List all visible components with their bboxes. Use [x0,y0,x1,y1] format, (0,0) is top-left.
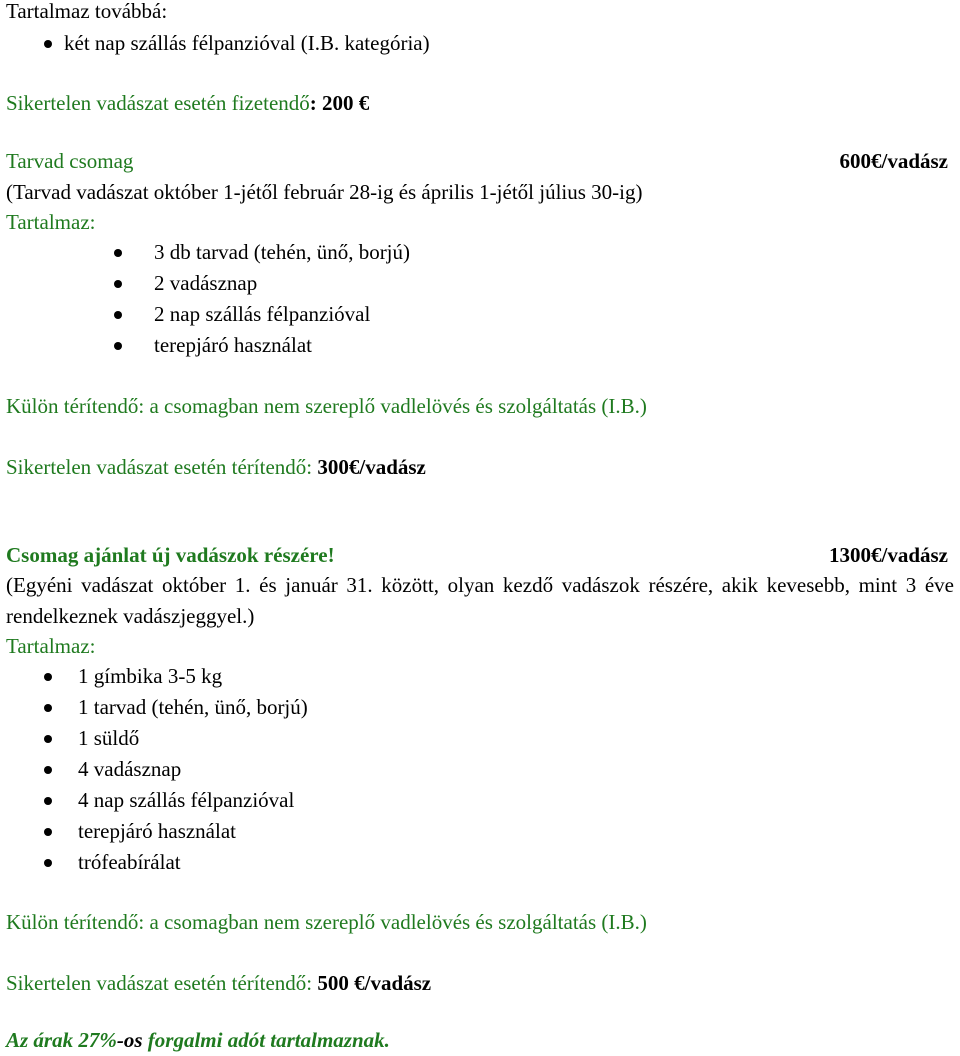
bullet-icon [44,828,52,836]
bullet-icon [44,735,52,743]
beginner-description: (Egyéni vadászat október 1. és január 31. között, olyan kezdő vadászok részére, akik kevesebb, mint 3 éve rendelkeznek vadászjeggyel.) [6,573,954,628]
tarvad-period: (Tarvad vadászat október 1-jétől február 28-ig és április 1-jétől július 30-ig) [6,180,643,204]
bullet-icon [44,859,52,867]
tarvad-extra: Külön térítendő: a csomagban nem szereplő vadlelövés és szolgáltatás (I.B.) [6,394,647,418]
bullet-icon [44,40,52,48]
beginner-fail-line: Sikertelen vadászat esetén térítendő: 500 €/vadász [6,971,432,995]
tarvad-fail-line: Sikertelen vadászat esetén térítendő: 300€/vadász [6,455,426,479]
top-fail-line: Sikertelen vadászat esetén fizetendő: 200 € [6,91,370,115]
bullet-icon [44,797,52,805]
tarvad-price: 600€/vadász [839,149,948,173]
bullet-icon [44,673,52,681]
tarvad-contains-label: Tartalmaz: [6,210,96,234]
beginner-title: Csomag ajánlat új vadászok részére! [6,543,335,567]
bullet-icon [44,704,52,712]
tarvad-title: Tarvad csomag [6,149,134,173]
bullet-icon [44,766,52,774]
beginner-price: 1300€/vadász [828,543,948,567]
continued-label: Tartalmaz továbbá: [6,0,168,23]
bullet-icon [114,249,122,257]
bullet-icon [114,342,122,350]
beginner-contains-label: Tartalmaz: [6,634,96,658]
bullet-icon [114,280,122,288]
beginner-extra: Külön térítendő: a csomagban nem szereplő vadlelövés és szolgáltatás (I.B.) [6,910,647,934]
vat-note: Az árak 27%-os forgalmi adót tartalmaznak. [6,1028,390,1052]
bullet-icon [114,311,122,319]
